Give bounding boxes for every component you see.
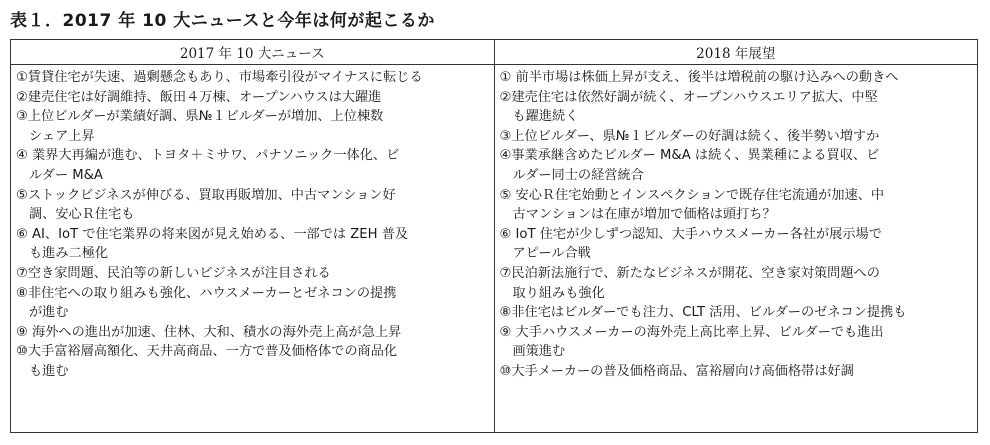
news-item-continuation: アピール合戦 (512, 246, 591, 262)
news-item-line: ⑥ AI、IoT で住宅業界の将来図が見え始める、一部では ZEH 普及 (16, 226, 409, 242)
news-item-continuation: 調、安心Ｒ住宅も (29, 207, 135, 223)
header-2017-news: 2017 年 10 大ニュース (11, 40, 495, 64)
column-2018-outlook (495, 65, 978, 432)
news-item-line: ⑨ 海外への進出が加速、住林、大和、積水の海外売上高が急上昇 (16, 324, 402, 340)
news-item-continuation: ルダー M&A (29, 167, 103, 183)
table-header-row (11, 40, 977, 65)
news-item-continuation: 取り組みも強化 (512, 285, 605, 301)
news-item-line: ⑦空き家問題、民泊等の新しいビジネスが注目される (16, 265, 331, 281)
news-item-line: ⑨ 大手ハウスメーカーの海外売上高比率上昇、ビルダーでも進出 (499, 324, 884, 340)
news-item-line: ⑤ストックビジネスが伸びる、買取再販増加、中古マンション好 (16, 187, 396, 203)
news-item-line: ⑧非住宅はビルダーでも注力、CLT 活用、ビルダーのゼネコン提携も (499, 305, 907, 321)
news-item-continuation: 画策進む (512, 344, 566, 360)
news-item-line: ① 前半市場は株価上昇が支え、後半は増税前の駆け込みへの動きへ (499, 70, 899, 85)
news-item-continuation: が進む (29, 305, 69, 321)
news-item-line: ①賃貸住宅が失速、過剰懸念もあり、市場牽引役がマイナスに転じる (16, 70, 423, 85)
news-item-line: ④事業承継含めたビルダー M&A は続く、異業種による買収、ビ (499, 148, 880, 164)
news-item-line: ⑦民泊新法施行で、新たなビジネスが開花、空き家対策問題への (499, 265, 880, 281)
table-body-row (11, 65, 977, 432)
column-2017-news (11, 65, 495, 432)
news-item-continuation: も進む (29, 363, 69, 379)
news-item-line: ④ 業界大再編が進む、トヨタ＋ミサワ、パナソニック一体化、ビ (16, 148, 400, 164)
news-item-line: ③上位ビルダー、県№１ビルダーの好調は続く、後半勢い増すか (499, 128, 880, 144)
news-item-line: ②建売住宅は好調維持、飯田４万棟、オープンハウスは大躍進 (16, 89, 382, 105)
news-item-line: ⑩大手メーカーの普及価格商品、富裕層向け高価格帯は好調 (499, 363, 854, 379)
news-item-continuation: も進み二極化 (29, 246, 109, 262)
news-item-continuation: ルダー同士の経営統合 (512, 167, 644, 183)
news-item-line: ⑩大手富裕層高額化、天井高商品、一方で普及価格体での商品化 (16, 344, 398, 360)
news-item-line: ⑧非住宅への取り組みも強化、ハウスメーカーとゼネコンの提携 (16, 285, 397, 301)
news-item-continuation: 古マンションは在庫が増加で価格は頭打ち？ (512, 207, 776, 223)
news-item-line: ⑥ IoT 住宅が少しずつ認知、大手ハウスメーカー各社が展示場で (499, 226, 882, 242)
news-item-line: ②建売住宅は依然好調が続く、オープンハウスエリア拡大、中堅 (499, 89, 878, 105)
header-2018-outlook: 2018 年展望 (696, 46, 776, 62)
document-title: 表１．2017 年 10 大ニュースと今年は何が起こるか (10, 11, 435, 31)
news-item-line: ⑤ 安心Ｒ住宅始動とインスペクションで既存住宅流通が加速、中 (499, 187, 885, 203)
news-item-continuation: も躍進続く (512, 109, 579, 125)
news-table (10, 39, 978, 433)
news-item-continuation: シェア上昇 (29, 128, 95, 144)
news-item-line: ③上位ビルダーが業績好調、県№１ビルダーが増加、上位棟数 (16, 109, 384, 125)
